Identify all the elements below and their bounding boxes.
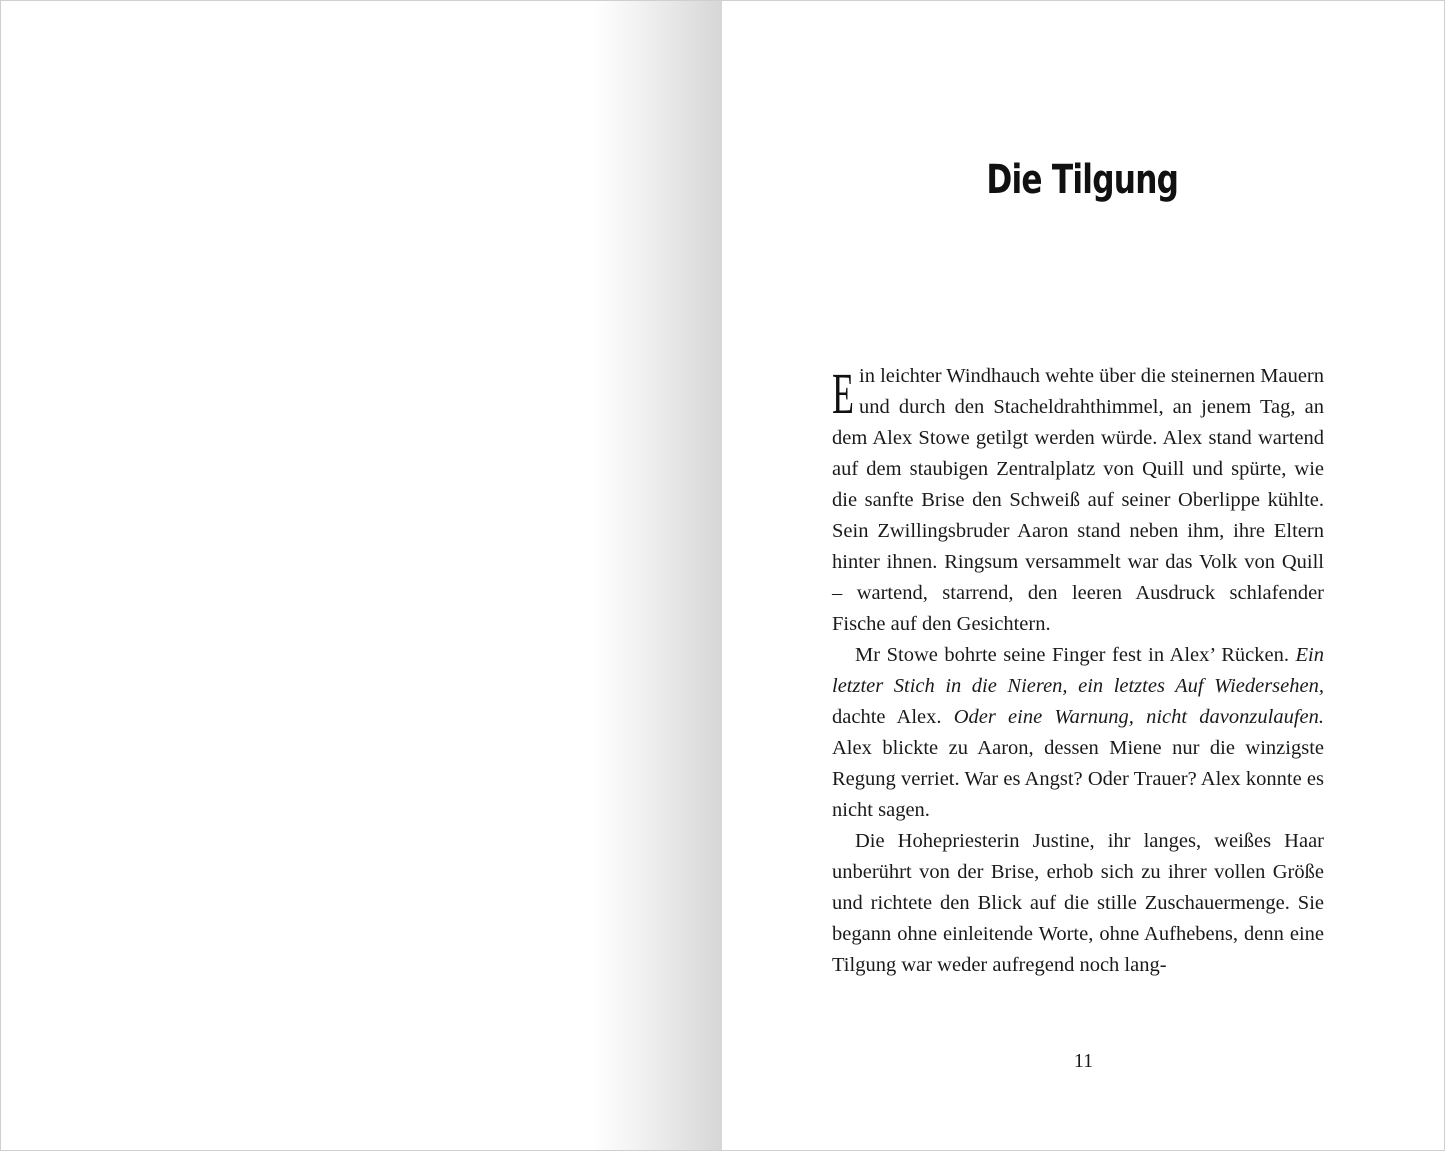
left-page-blank (0, 0, 722, 1151)
paragraph-2-italic-1: Ein letzter Stich in die Nieren, ein letztes Auf Wiedersehen, (832, 644, 1324, 697)
paragraph-1 (832, 361, 1324, 640)
chapter-title: Die Tilgung (986, 157, 1179, 203)
page-number: 11 (1073, 1050, 1094, 1072)
paragraph-3: Die Hohepriesterin Justine, ihr langes, weißes Haar unberührt von der Brise, erhob sich zu ihrer vollen Größe und richtete den Blick auf die stille Zuschauermenge. Sie begann ohne einleitende Worte, ohne Aufhebens, denn eine Tilgung war weder aufregend noch lang- (832, 830, 1324, 976)
body-text (832, 361, 1324, 981)
paragraph-1-text: in leichter Windhauch wehte über die steinernen Mauern und durch den Stacheldrahthimmel, an jenem Tag, an dem Alex Stowe getilgt werden würde. Alex stand wartend auf dem staubigen Zentralplatz von Quill und spürte, wie die sanfte Brise den Schweiß auf seiner Oberlippe kühlte. Sein Zwillingsbruder Aaron stand neben ihm, ihre Eltern hinter ihnen. Ringsum versammelt war das Volk von Quill – wartend, starrend, den leeren Ausdruck schlafender Fische auf den Gesichtern. (832, 365, 1324, 635)
paragraph-2-italic-2: Oder eine Warnung, nicht davonzulaufen. (953, 706, 1324, 728)
paragraph-2-text-2: dachte Alex. (832, 706, 954, 728)
paragraph-2-text-1: Mr Stowe bohrte seine Finger fest in Alex’ Rücken. (855, 644, 1296, 666)
paragraph-2-text-3: Alex blickte zu Aaron, dessen Miene nur die winzigste Regung verriet. War es Angst? Oder Trauer? Alex konnte es nicht sagen. (832, 737, 1324, 821)
right-page (722, 0, 1445, 1151)
paragraph-2 (832, 640, 1324, 826)
drop-cap: E (832, 361, 854, 426)
